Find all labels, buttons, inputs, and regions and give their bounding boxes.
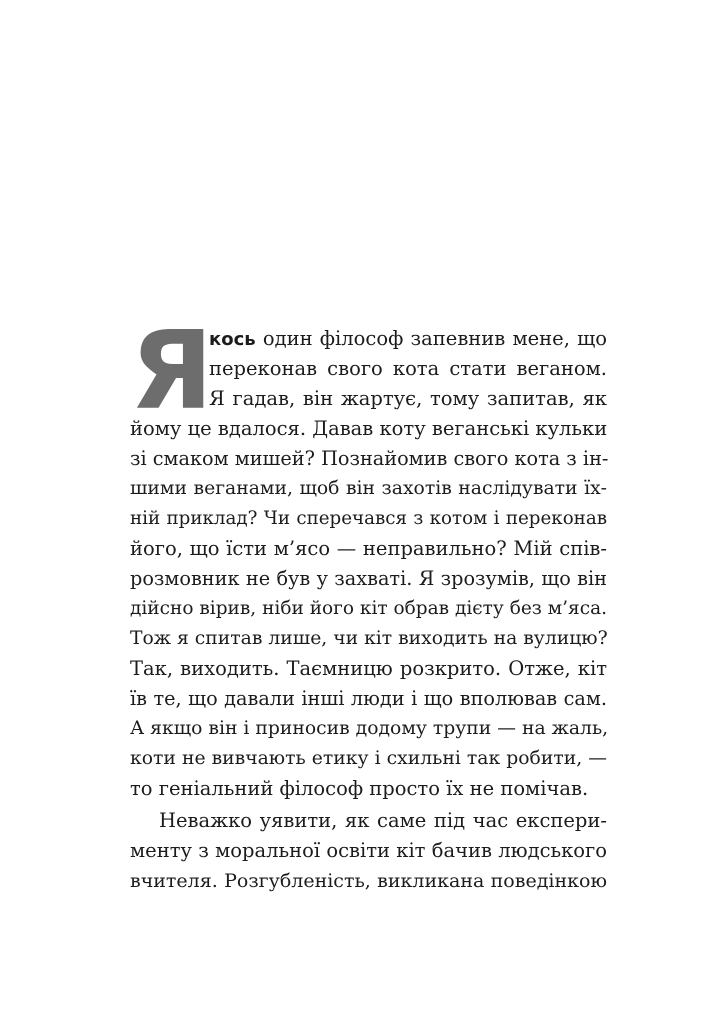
paragraph-2-line-3: вчителя. Розгубленість, викликана поведінкою <box>130 870 607 892</box>
paragraph-1-line-8: його, що їсти м’ясо — неправильно? Мій спів- <box>130 537 607 560</box>
paragraph-1-line-6: шими веганами, щоб він захотів наслідувати їх- <box>130 478 607 499</box>
paragraph-1-line-3: Я гадав, він жартує, тому запитав, як <box>209 387 607 410</box>
lead-bold-word: кось <box>209 329 256 350</box>
drop-cap: Я <box>130 309 214 434</box>
paragraph-1-line-13: їв те, що давали інші люди і що вполював сам. <box>130 687 607 710</box>
paragraph-1-line-14: А якщо він і приносив додому трупи — на жаль, <box>130 718 609 739</box>
paragraph-1-line-12: Так, виходить. Таємницю розкрито. Отже, кіт <box>130 657 607 680</box>
paragraph-1-line-2: переконав свого кота стати веганом. <box>209 357 607 380</box>
paragraph-1-line-11: Тож я спитав лише, чи кіт виходить на вулицю? <box>130 628 608 649</box>
paragraph-1-line-4: йому це вдалося. Давав коту веганські кульки <box>130 417 608 440</box>
paragraph-1-line-7: ній приклад? Чи сперечався з котом і переконав <box>130 508 607 529</box>
lead-rest-text: один філософ запевнив мене, що <box>255 327 607 350</box>
paragraph-1-line-5: зі смаком мишей? Познайомив свого кота з ін- <box>130 447 609 470</box>
paragraph-1-line-10: дійсно вірив, ніби його кіт обрав дієту без м’яса. <box>130 598 607 619</box>
paragraph-1-line-1 <box>209 324 607 354</box>
paragraph-2-line-2: менту з моральної освіти кіт бачив людського <box>130 839 607 862</box>
paragraph-2-line-1: Неважко уявити, як саме під час експери- <box>159 809 607 832</box>
paragraph-1-line-15: коти не вивчають етику і схильні так робити, — <box>130 748 607 769</box>
paragraph-1-line-16: то геніальний філософ просто їх не помічав. <box>130 777 589 800</box>
paragraph-1-line-9: розмовник не був у захваті. Я зрозумів, що він <box>130 567 607 590</box>
